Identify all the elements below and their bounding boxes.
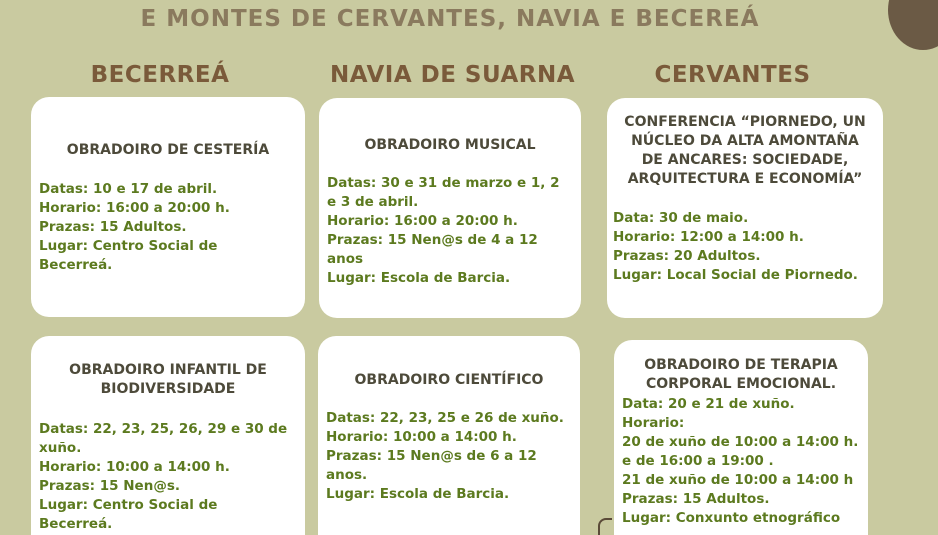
- column-heading-cervantes: CERVANTES: [654, 62, 811, 88]
- card-details: [622, 395, 860, 528]
- detail-line: Horario: 16:00 a 20:00 h.: [327, 213, 518, 229]
- card-title: [39, 361, 297, 399]
- title-line: NÚCLEO DA ALTA AMONTAÑA: [631, 133, 859, 149]
- detail-line: Becerreá.: [39, 516, 113, 532]
- detail-line: Horario:: [622, 415, 685, 431]
- title-line: OBRADOIRO DE TERAPIA: [644, 357, 838, 373]
- detail-line: e 3 de abril.: [327, 194, 419, 210]
- page-title: E MONTES DE CERVANTES, NAVIA E BECEREÁ: [140, 6, 760, 32]
- card-details: [327, 174, 573, 288]
- card-details: [613, 209, 877, 285]
- detail-line: anos: [327, 251, 364, 267]
- card-cientifico: [318, 336, 580, 535]
- detail-line: 20 de xuño de 10:00 a 14:00 h.: [622, 434, 859, 450]
- detail-line: Horario: 10:00 a 14:00 h.: [326, 429, 517, 445]
- detail-line: Horario: 12:00 a 14:00 h.: [613, 229, 804, 245]
- detail-line: Datas: 22, 23, 25 e 26 de xuño.: [326, 410, 564, 426]
- detail-line: e de 16:00 a 19:00 .: [622, 453, 774, 469]
- card-conferencia: [607, 98, 883, 318]
- column-heading-becerrea: BECERREÁ: [90, 62, 230, 88]
- detail-line: Prazas: 20 Adultos.: [613, 248, 761, 264]
- detail-line: Horario: 10:00 a 14:00 h.: [39, 459, 230, 475]
- detail-line: Lugar: Centro Social de: [39, 497, 218, 513]
- card-title: [622, 356, 860, 394]
- card-biodiversidade: [31, 336, 305, 535]
- detail-line: Prazas: 15 Nen@s.: [39, 478, 180, 494]
- title-line: ARQUITECTURA E ECONOMÍA”: [627, 171, 863, 187]
- card-title: OBRADOIRO DE CESTERÍA: [66, 142, 270, 158]
- detail-line: Becerreá.: [39, 257, 113, 273]
- detail-line: Lugar: Conxunto etnográfico: [622, 510, 841, 526]
- card-details: [39, 420, 297, 534]
- detail-line: Prazas: 15 Nen@s de 6 a 12: [326, 448, 537, 464]
- detail-line: Data: 30 de maio.: [613, 210, 749, 226]
- detail-line: Horario: 16:00 a 20:00 h.: [39, 200, 230, 216]
- detail-line: Datas: 22, 23, 25, 26, 29 e 30 de: [39, 421, 288, 437]
- card-terapia: [614, 340, 868, 535]
- detail-line: Prazas: 15 Adultos.: [622, 491, 770, 507]
- detail-line: Lugar: Escola de Barcia.: [327, 270, 511, 286]
- title-line: BIODIVERSIDADE: [100, 381, 236, 397]
- detail-line: Prazas: 15 Nen@s de 4 a 12: [327, 232, 538, 248]
- card-details: [39, 180, 297, 275]
- detail-line: xuño.: [39, 440, 82, 456]
- title-line: OBRADOIRO INFANTIL DE: [69, 362, 267, 378]
- card-title: OBRADOIRO MUSICAL: [364, 137, 536, 153]
- title-line: CORPORAL EMOCIONAL.: [645, 376, 837, 392]
- detail-line: Datas: 10 e 17 de abril.: [39, 181, 218, 197]
- title-line: DE ANCARES: SOCIEDADE,: [641, 152, 849, 168]
- detail-line: Lugar: Local Social de Piornedo.: [613, 267, 858, 283]
- card-cesteria: [31, 97, 305, 317]
- card-title: [613, 113, 877, 189]
- title-line: CONFERENCIA “PIORNEDO, UN: [624, 114, 866, 130]
- detail-line: Lugar: Centro Social de: [39, 238, 218, 254]
- card-details: [326, 409, 572, 504]
- detail-line: Datas: 30 e 31 de marzo e 1, 2: [327, 175, 560, 191]
- detail-line: Data: 20 e 21 de xuño.: [622, 396, 795, 412]
- sketch-decoration: [598, 518, 612, 535]
- card-musical: [319, 98, 581, 318]
- column-heading-navia: NAVIA DE SUARNA: [329, 62, 576, 88]
- detail-line: Lugar: Escola de Barcia.: [326, 486, 510, 502]
- card-title: OBRADOIRO CIENTÍFICO: [354, 372, 544, 388]
- detail-line: 21 de xuño de 10:00 a 14:00 h: [622, 472, 854, 488]
- detail-line: anos.: [326, 467, 368, 483]
- detail-line: Prazas: 15 Adultos.: [39, 219, 187, 235]
